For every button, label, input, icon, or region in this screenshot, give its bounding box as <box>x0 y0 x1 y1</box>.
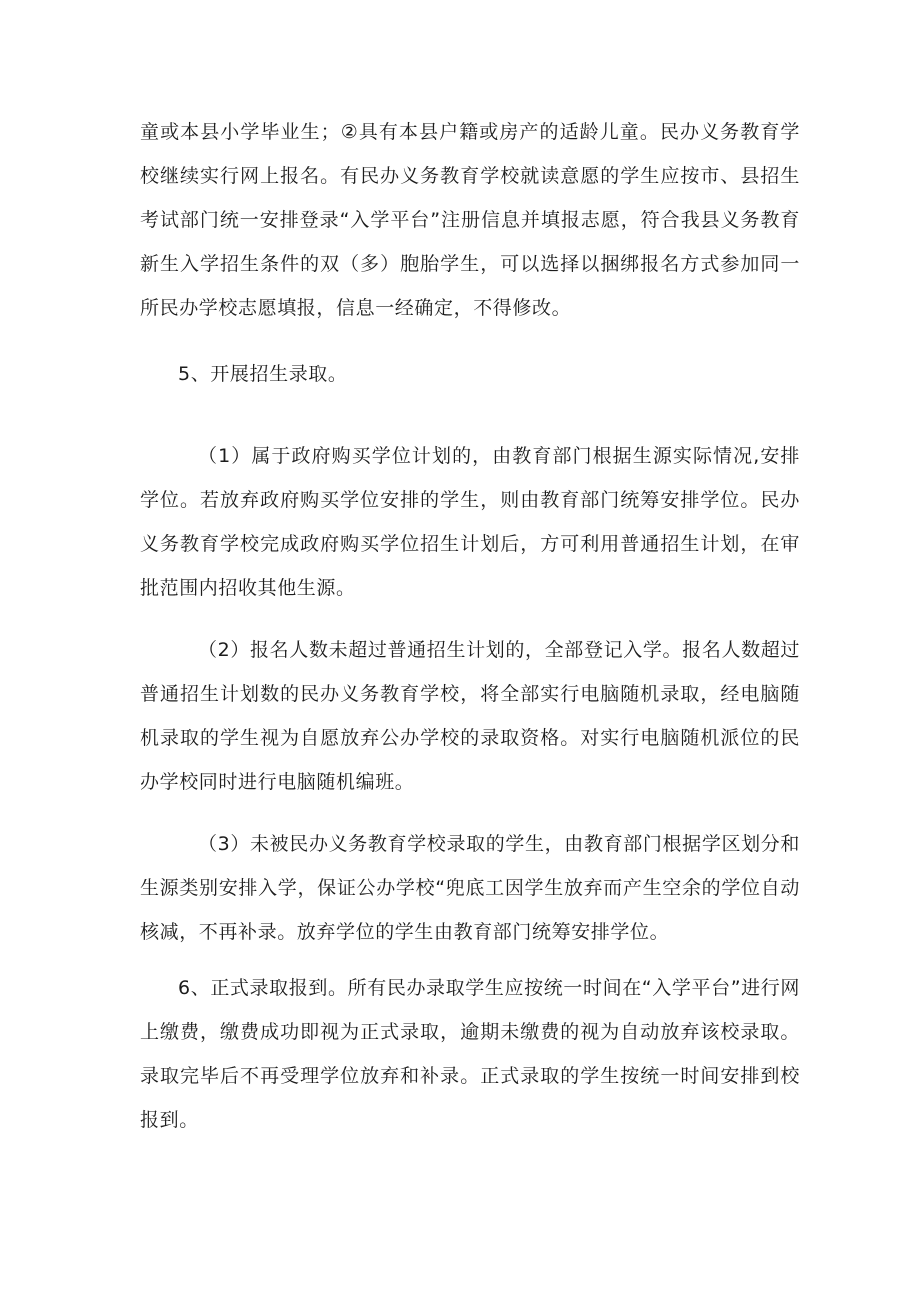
paragraph-section-6: 6、正式录取报到。所有民办录取学生应按统一时间在“入学平台”进行网上缴费，缴费成功即视为正式录取，逾期未缴费的视为自动放弃该校录取。录取完毕后不再受理学位放弃和补录。正式录取的学生按统一时间安排到校报到。 <box>140 977 800 1131</box>
section-heading-admission: 5、开展招生录取。 <box>178 363 348 385</box>
paragraph-enrollment-conditions: 童或本县小学毕业生；②具有本县户籍或房产的适龄儿童。民办义务教育学校继续实行网上报名。有民办义务教育学校就读意愿的学生应按市、县招生考试部门统一安排登录“入学平台”注册信息并填报志愿，符合我县义务教育新生入学招生条件的双（多）胞胎学生，可以选择以捆绑报名方式参加同一所民办学校志愿填报，信息一经确定，不得修改。 <box>140 121 800 319</box>
paragraph-item-2: （2）报名人数未超过普通招生计划的，全部登记入学。报名人数超过普通招生计划数的民办义务教育学校，将全部实行电脑随机录取，经电脑随机录取的学生视为自愿放弃公办学校的录取资格。对实行电脑随机派位的民办学校同时进行电脑随机编班。 <box>140 639 800 793</box>
paragraph-item-1: （1）属于政府购买学位计划的，由教育部门根据生源实际情况,安排学位。若放弃政府购买学位安排的学生，则由教育部门统筹安排学位。民办义务教育学校完成政府购买学位招生计划后，方可利用普通招生计划，在审批范围内招收其他生源。 <box>140 445 800 599</box>
paragraph-item-3: （3）未被民办义务教育学校录取的学生，由教育部门根据学区划分和生源类别安排入学，保证公办学校“兜底工因学生放弃而产生空余的学位自动核减，不再补录。放弃学位的学生由教育部门统筹安排学位。 <box>140 833 800 943</box>
